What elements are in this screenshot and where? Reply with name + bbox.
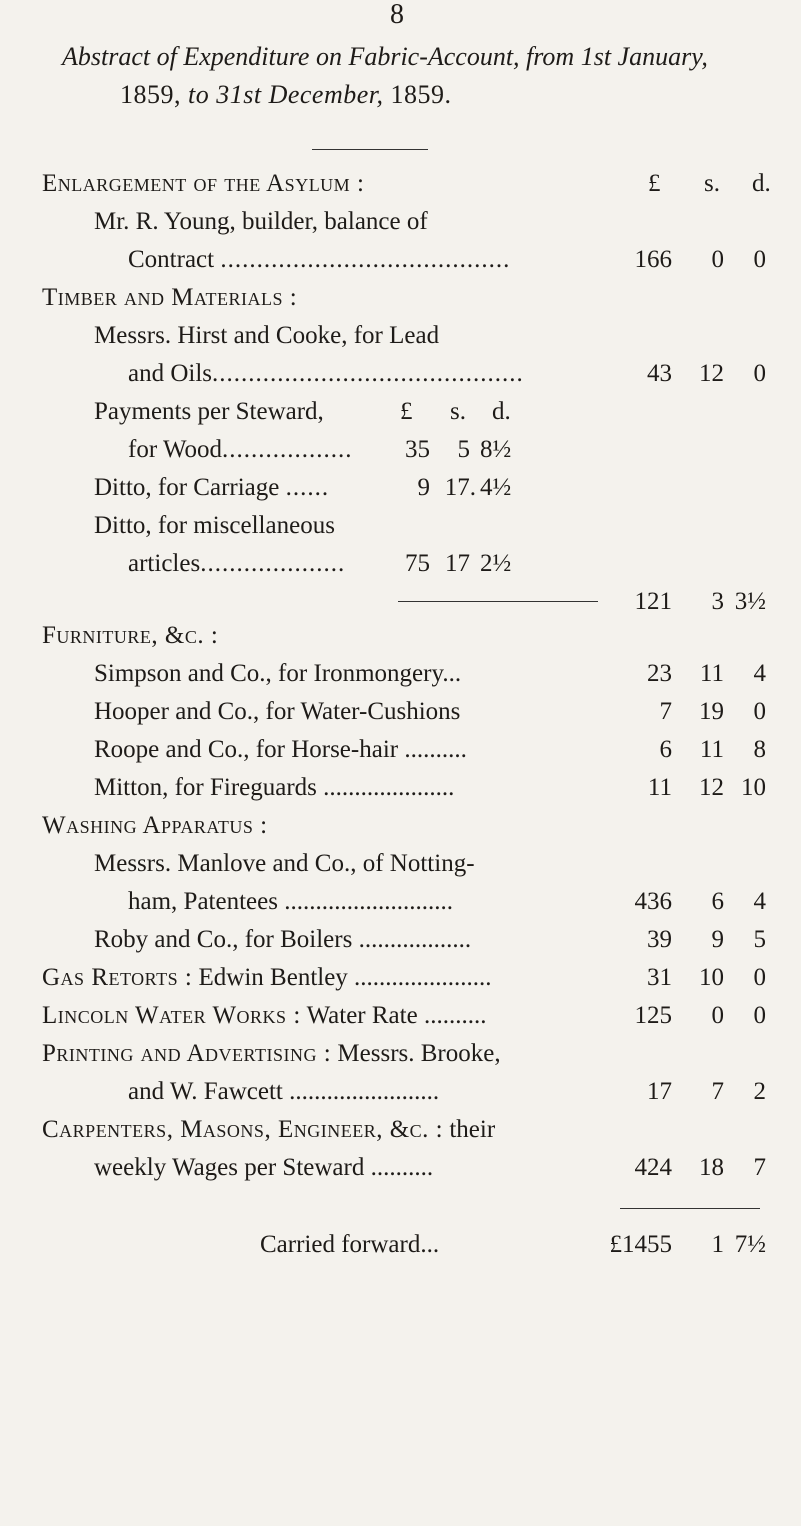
title-to: to: [188, 80, 210, 109]
amount-pence: 8: [753, 736, 766, 763]
sub-amount-pence: 4½: [480, 474, 512, 501]
furniture-row-text: Simpson and Co., for Ironmongery...: [94, 660, 462, 687]
carried-forward-label: Carried forward...: [260, 1231, 440, 1258]
sub-amount-shillings: 17.: [444, 474, 476, 501]
subtotal-rule: [398, 601, 598, 602]
section-heading-carpenters: Carpenters, Masons, Engineer, &c. :: [42, 1116, 444, 1143]
carpenters-line-2: weekly Wages per Steward ..........: [94, 1154, 434, 1181]
amount-pence: 3½: [734, 588, 766, 615]
amount-pence: 0: [753, 246, 766, 273]
gas-line: [42, 963, 492, 993]
sub-amount-pence: 8½: [480, 436, 512, 463]
timber-misc-line: Ditto, for miscellaneous: [94, 512, 335, 539]
amount-pounds: 424: [634, 1154, 672, 1181]
leader-dots: ....................: [200, 550, 346, 577]
washing-line-2: ham, Patentees ...........................: [128, 888, 453, 915]
washing-line-1: Messrs. Manlove and Co., of Notting-: [94, 850, 475, 877]
amount-shillings: 18: [699, 1154, 724, 1181]
amount-shillings: 6: [711, 888, 724, 915]
total-rule: [620, 1208, 760, 1209]
amount-pounds: 436: [634, 888, 672, 915]
amount-pounds: 7: [659, 698, 672, 725]
amount-pence: 5: [753, 926, 766, 953]
amount-pounds: 43: [647, 360, 672, 387]
leader-dots: ...........................................: [212, 360, 524, 387]
title-abstract: Abstract: [62, 42, 151, 71]
section-heading-enlargement: Enlargement of the Asylum :: [42, 170, 365, 197]
amount-pence: 0: [753, 698, 766, 725]
enlargement-line-1: Mr. R. Young, builder, balance of: [94, 208, 428, 235]
amount-pence: 4: [753, 660, 766, 687]
enlargement-contract: Contract: [128, 246, 215, 273]
printing-line-2: and W. Fawcett ........................: [128, 1078, 440, 1105]
timber-line-1: Messrs. Hirst and Cooke, for Lead: [94, 322, 440, 349]
carried-forward-pence: 7½: [734, 1231, 766, 1258]
section-heading-printing: Printing and Advertising :: [42, 1040, 332, 1067]
section-heading-washing: Washing Apparatus :: [42, 812, 268, 839]
amount-shillings: 11: [699, 660, 724, 687]
section-heading-gas: Gas Retorts :: [42, 964, 193, 991]
carpenters-line-1: [42, 1115, 495, 1145]
title-date-2: 31st December,: [216, 80, 384, 109]
sub-amount-shillings: 17: [445, 550, 470, 577]
enlargement-line-2: [128, 245, 510, 275]
amount-pounds: 166: [634, 246, 672, 273]
furniture-row-text: Mitton, for Fireguards .....................: [94, 774, 455, 801]
amount-pence: 7: [753, 1154, 766, 1181]
section-heading-lincoln: Lincoln Water Works :: [42, 1002, 301, 1029]
printing-text: Messrs. Brooke,: [337, 1040, 501, 1067]
amount-shillings: 12: [699, 360, 724, 387]
sub-amount-pence: 2½: [480, 550, 512, 577]
printing-line-1: [42, 1039, 501, 1069]
amount-pence: 0: [753, 1002, 766, 1029]
title-of: of: [156, 42, 177, 71]
leader-dots: ..................: [222, 436, 353, 463]
sub-amount-pounds: 35: [405, 436, 430, 463]
amount-pounds: 121: [634, 588, 672, 615]
amount-shillings: 9: [711, 926, 724, 953]
sub-header-shillings: s.: [450, 398, 466, 425]
header-pounds: £: [648, 170, 661, 197]
amount-pounds: 23: [647, 660, 672, 687]
amount-shillings: 12: [699, 774, 724, 801]
sub-header-pounds: £: [400, 398, 413, 425]
amount-pence: 10: [741, 774, 766, 801]
title-year-1: 1859,: [120, 80, 181, 109]
timber-wood-line: [128, 435, 353, 465]
timber-articles: articles: [128, 550, 201, 577]
timber-oils: and Oils: [128, 360, 213, 387]
sub-amount-pounds: 75: [405, 550, 430, 577]
title-divider: [312, 149, 428, 150]
amount-pounds: 11: [647, 774, 672, 801]
carpenters-text: their: [449, 1116, 496, 1143]
amount-pounds: 39: [647, 926, 672, 953]
furniture-row-text: Hooper and Co., for Water-Cushions: [94, 698, 461, 725]
amount-pounds: 17: [647, 1078, 672, 1105]
gas-text: Edwin Bentley ......................: [198, 964, 492, 991]
amount-pence: 0: [753, 360, 766, 387]
leader-dots: ......: [285, 474, 330, 501]
lincoln-line: [42, 1001, 486, 1031]
timber-carriage-line: [94, 473, 329, 503]
amount-pounds: 125: [634, 1002, 672, 1029]
amount-shillings: 19: [699, 698, 724, 725]
amount-shillings: 11: [699, 736, 724, 763]
title-line-1: [62, 42, 708, 72]
section-heading-furniture: Furniture, &c. :: [42, 622, 219, 649]
carried-forward-shillings: 1: [711, 1231, 724, 1258]
amount-pence: 4: [753, 888, 766, 915]
leader-dots: ........................................: [220, 246, 511, 273]
amount-shillings: 3: [711, 588, 724, 615]
amount-shillings: 10: [699, 964, 724, 991]
amount-shillings: 7: [711, 1078, 724, 1105]
lincoln-text: Water Rate ..........: [306, 1002, 487, 1029]
timber-carriage: Ditto, for Carriage: [94, 474, 280, 501]
amount-pence: 2: [753, 1078, 766, 1105]
sub-header-pence: d.: [492, 398, 511, 425]
timber-payments-line: Payments per Steward,: [94, 398, 324, 425]
amount-pounds: 31: [647, 964, 672, 991]
sub-amount-pounds: 9: [417, 474, 430, 501]
amount-shillings: 0: [711, 1002, 724, 1029]
amount-pence: 0: [753, 964, 766, 991]
amount-pounds: 6: [659, 736, 672, 763]
section-heading-timber: Timber and Materials :: [42, 284, 298, 311]
title-expenditure: Expenditure on Fabric-Account, from: [183, 42, 575, 71]
page-number: 8: [390, 0, 404, 30]
title-year-2: 1859.: [390, 80, 452, 109]
timber-line-2: [128, 359, 524, 389]
sub-amount-shillings: 5: [457, 436, 470, 463]
timber-articles-line: [128, 549, 345, 579]
title-date-1: 1st January,: [580, 42, 708, 71]
washing-line-3: Roby and Co., for Boilers ..................: [94, 926, 472, 953]
header-pence: d.: [752, 170, 771, 197]
carried-forward-pounds: £1455: [609, 1231, 672, 1258]
timber-wood: for Wood: [128, 436, 223, 463]
amount-shillings: 0: [711, 246, 724, 273]
furniture-row-text: Roope and Co., for Horse-hair ..........: [94, 736, 467, 763]
header-shillings: s.: [704, 170, 720, 197]
title-line-2: [120, 80, 452, 110]
